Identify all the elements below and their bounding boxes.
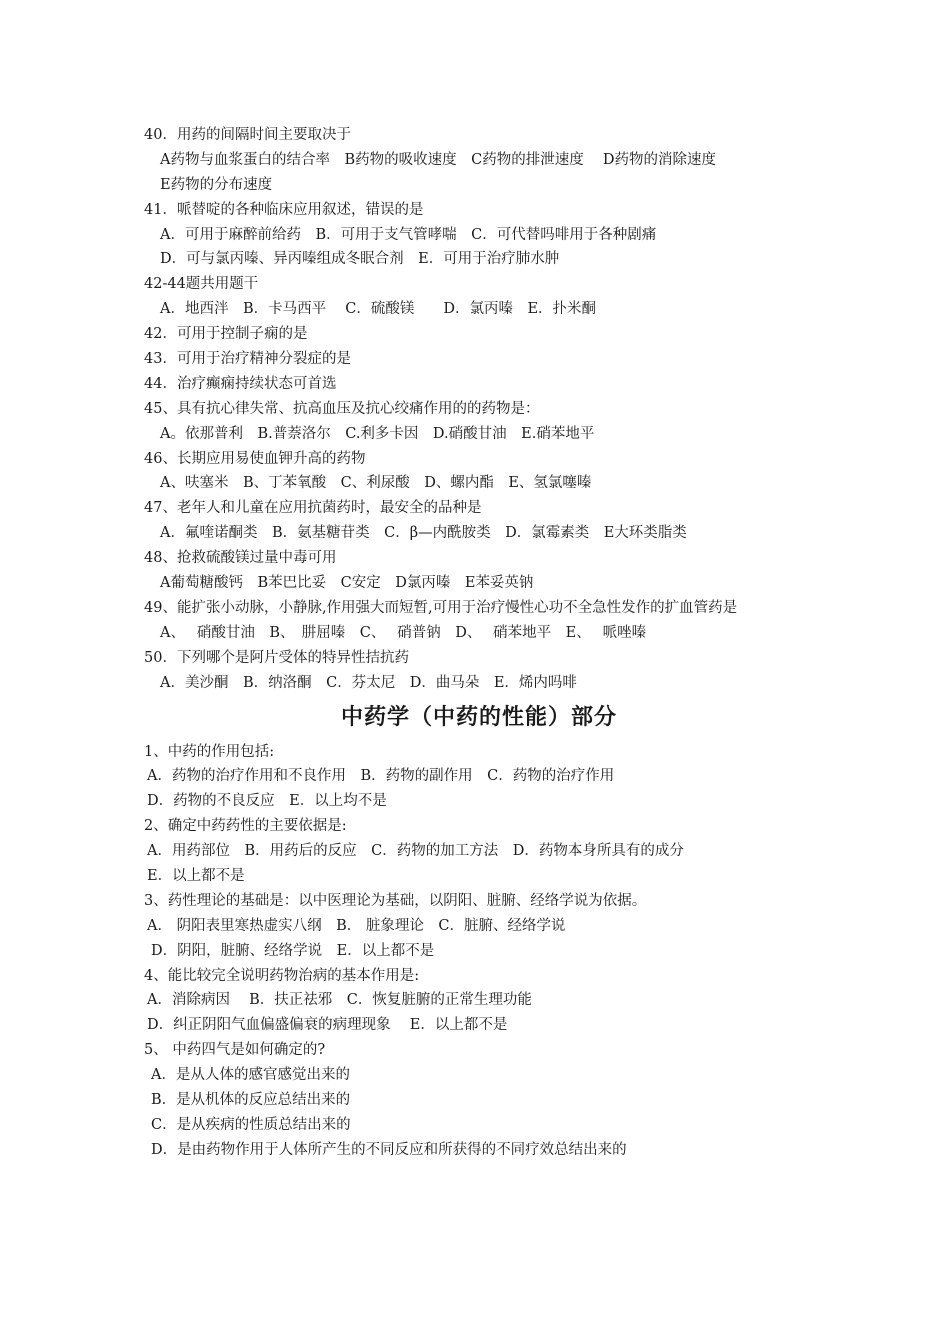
answer-options: B．是从机体的反应总结出来的 bbox=[151, 1091, 351, 1108]
question-stem: 50．下列哪个是阿片受体的特异性拮抗药 bbox=[144, 649, 409, 666]
question-stem: 1、中药的作用包括: bbox=[144, 743, 275, 760]
answer-options: A．地西泮 B．卡马西平 C．硫酸镁 D．氯丙嗪 E．扑米酮 bbox=[160, 301, 597, 318]
answer-options: D．可与氯丙嗪、异丙嗪组成冬眠合剂 E．可用于治疗肺水肿 bbox=[160, 251, 560, 268]
question-stem: 2、确定中药药性的主要依据是: bbox=[144, 818, 347, 835]
question-stem: 48、抢救硫酸镁过量中毒可用 bbox=[144, 550, 337, 567]
answer-options: D．是由药物作用于人体所产生的不同反应和所获得的不同疗效总结出来的 bbox=[151, 1141, 627, 1158]
answer-options: A．氟喹诺酮类 B．氨基糖苷类 C．β—内酰胺类 D．氯霉素类 E大环类脂类 bbox=[160, 525, 687, 542]
answer-options: A．消除病因 B．扶正祛邪 C．恢复脏腑的正常生理功能 bbox=[147, 992, 532, 1009]
tcm-properties-questions bbox=[144, 740, 814, 1163]
answer-options: D．纠正阴阳气血偏盛偏衰的病理现象 E．以上都不是 bbox=[147, 1017, 508, 1034]
answer-options: A．是从人体的感官感觉出来的 bbox=[151, 1067, 350, 1084]
answer-options: E药物的分布速度 bbox=[160, 176, 273, 193]
answer-options: A。依那普利 B.普萘洛尔 C.利多卡因 D.硝酸甘油 E.硝苯地平 bbox=[160, 425, 595, 442]
answer-options: A．用药部位 B．用药后的反应 C．药物的加工方法 D．药物本身所具有的成分 bbox=[147, 843, 684, 860]
question-stem: 43．可用于治疗精神分裂症的是 bbox=[144, 351, 351, 368]
answer-options: A、 硝酸甘油 B、 肼屈嗪 C、 硝普钠 D、 硝苯地平 E、 哌唑嗪 bbox=[160, 624, 647, 641]
question-stem: 3、药性理论的基础是：以中医理论为基础，以阴阳、脏腑、经络学说为依据。 bbox=[144, 892, 647, 909]
question-stem: 4、能比较完全说明药物治病的基本作用是: bbox=[144, 967, 420, 984]
question-stem: 44．治疗癫痫持续状态可首选 bbox=[144, 375, 337, 392]
answer-options: D．阴阳，脏腑、经络学说 E．以上都不是 bbox=[151, 942, 435, 959]
pharmacology-questions bbox=[144, 123, 814, 696]
question-stem: 42．可用于控制子痫的是 bbox=[144, 326, 308, 343]
answer-options: A葡萄糖酸钙 B苯巴比妥 C安定 D氯丙嗪 E苯妥英钠 bbox=[160, 575, 534, 592]
document-content bbox=[144, 123, 814, 1163]
answer-options: E．以上都不是 bbox=[147, 867, 245, 884]
answer-options: D．药物的不良反应 E．以上均不是 bbox=[147, 793, 387, 810]
question-stem: 41．哌替啶的各种临床应用叙述，错误的是 bbox=[144, 201, 424, 218]
question-stem: 45、具有抗心律失常、抗高血压及抗心绞痛作用的的药物是： bbox=[144, 400, 540, 417]
answer-options: A、呋塞米 B、丁苯氧酸 C、利尿酸 D、螺内酯 E、氢氯噻嗪 bbox=[160, 475, 592, 492]
answer-options: A．药物的治疗作用和不良作用 B．药物的副作用 C．药物的治疗作用 bbox=[147, 768, 615, 785]
answer-options: A．美沙酮 B．纳洛酮 C．芬太尼 D．曲马朵 E．烯内吗啡 bbox=[160, 674, 577, 691]
question-stem: 47、老年人和儿童在应用抗菌药时，最安全的品种是 bbox=[144, 500, 482, 517]
question-stem: 42-44题共用题干 bbox=[144, 276, 259, 293]
question-stem: 46、长期应用易使血钾升高的药物 bbox=[144, 450, 366, 467]
answer-options: C．是从疾病的性质总结出来的 bbox=[151, 1116, 351, 1133]
answer-options: A． 阴阳表里寒热虚实八纲 B． 脏象理论 C．脏腑、经络学说 bbox=[147, 917, 566, 934]
question-stem: 49、能扩张小动脉，小静脉,作用强大而短暂,可用于治疗慢性心功不全急性发作的扩血管药是 bbox=[144, 599, 738, 616]
question-stem: 40．用药的间隔时间主要取决于 bbox=[144, 127, 351, 143]
question-stem: 5、 中药四气是如何确定的? bbox=[144, 1042, 326, 1059]
answer-options: A．可用于麻醉前给药 B．可用于支气管哮喘 C．可代替吗啡用于各种剧痛 bbox=[160, 226, 657, 243]
section-heading: 中药学（中药的性能）部分 bbox=[340, 704, 617, 730]
answer-options: A药物与血浆蛋白的结合率 B药物的吸收速度 C药物的排泄速度 D药物的消除速度 bbox=[160, 151, 716, 168]
